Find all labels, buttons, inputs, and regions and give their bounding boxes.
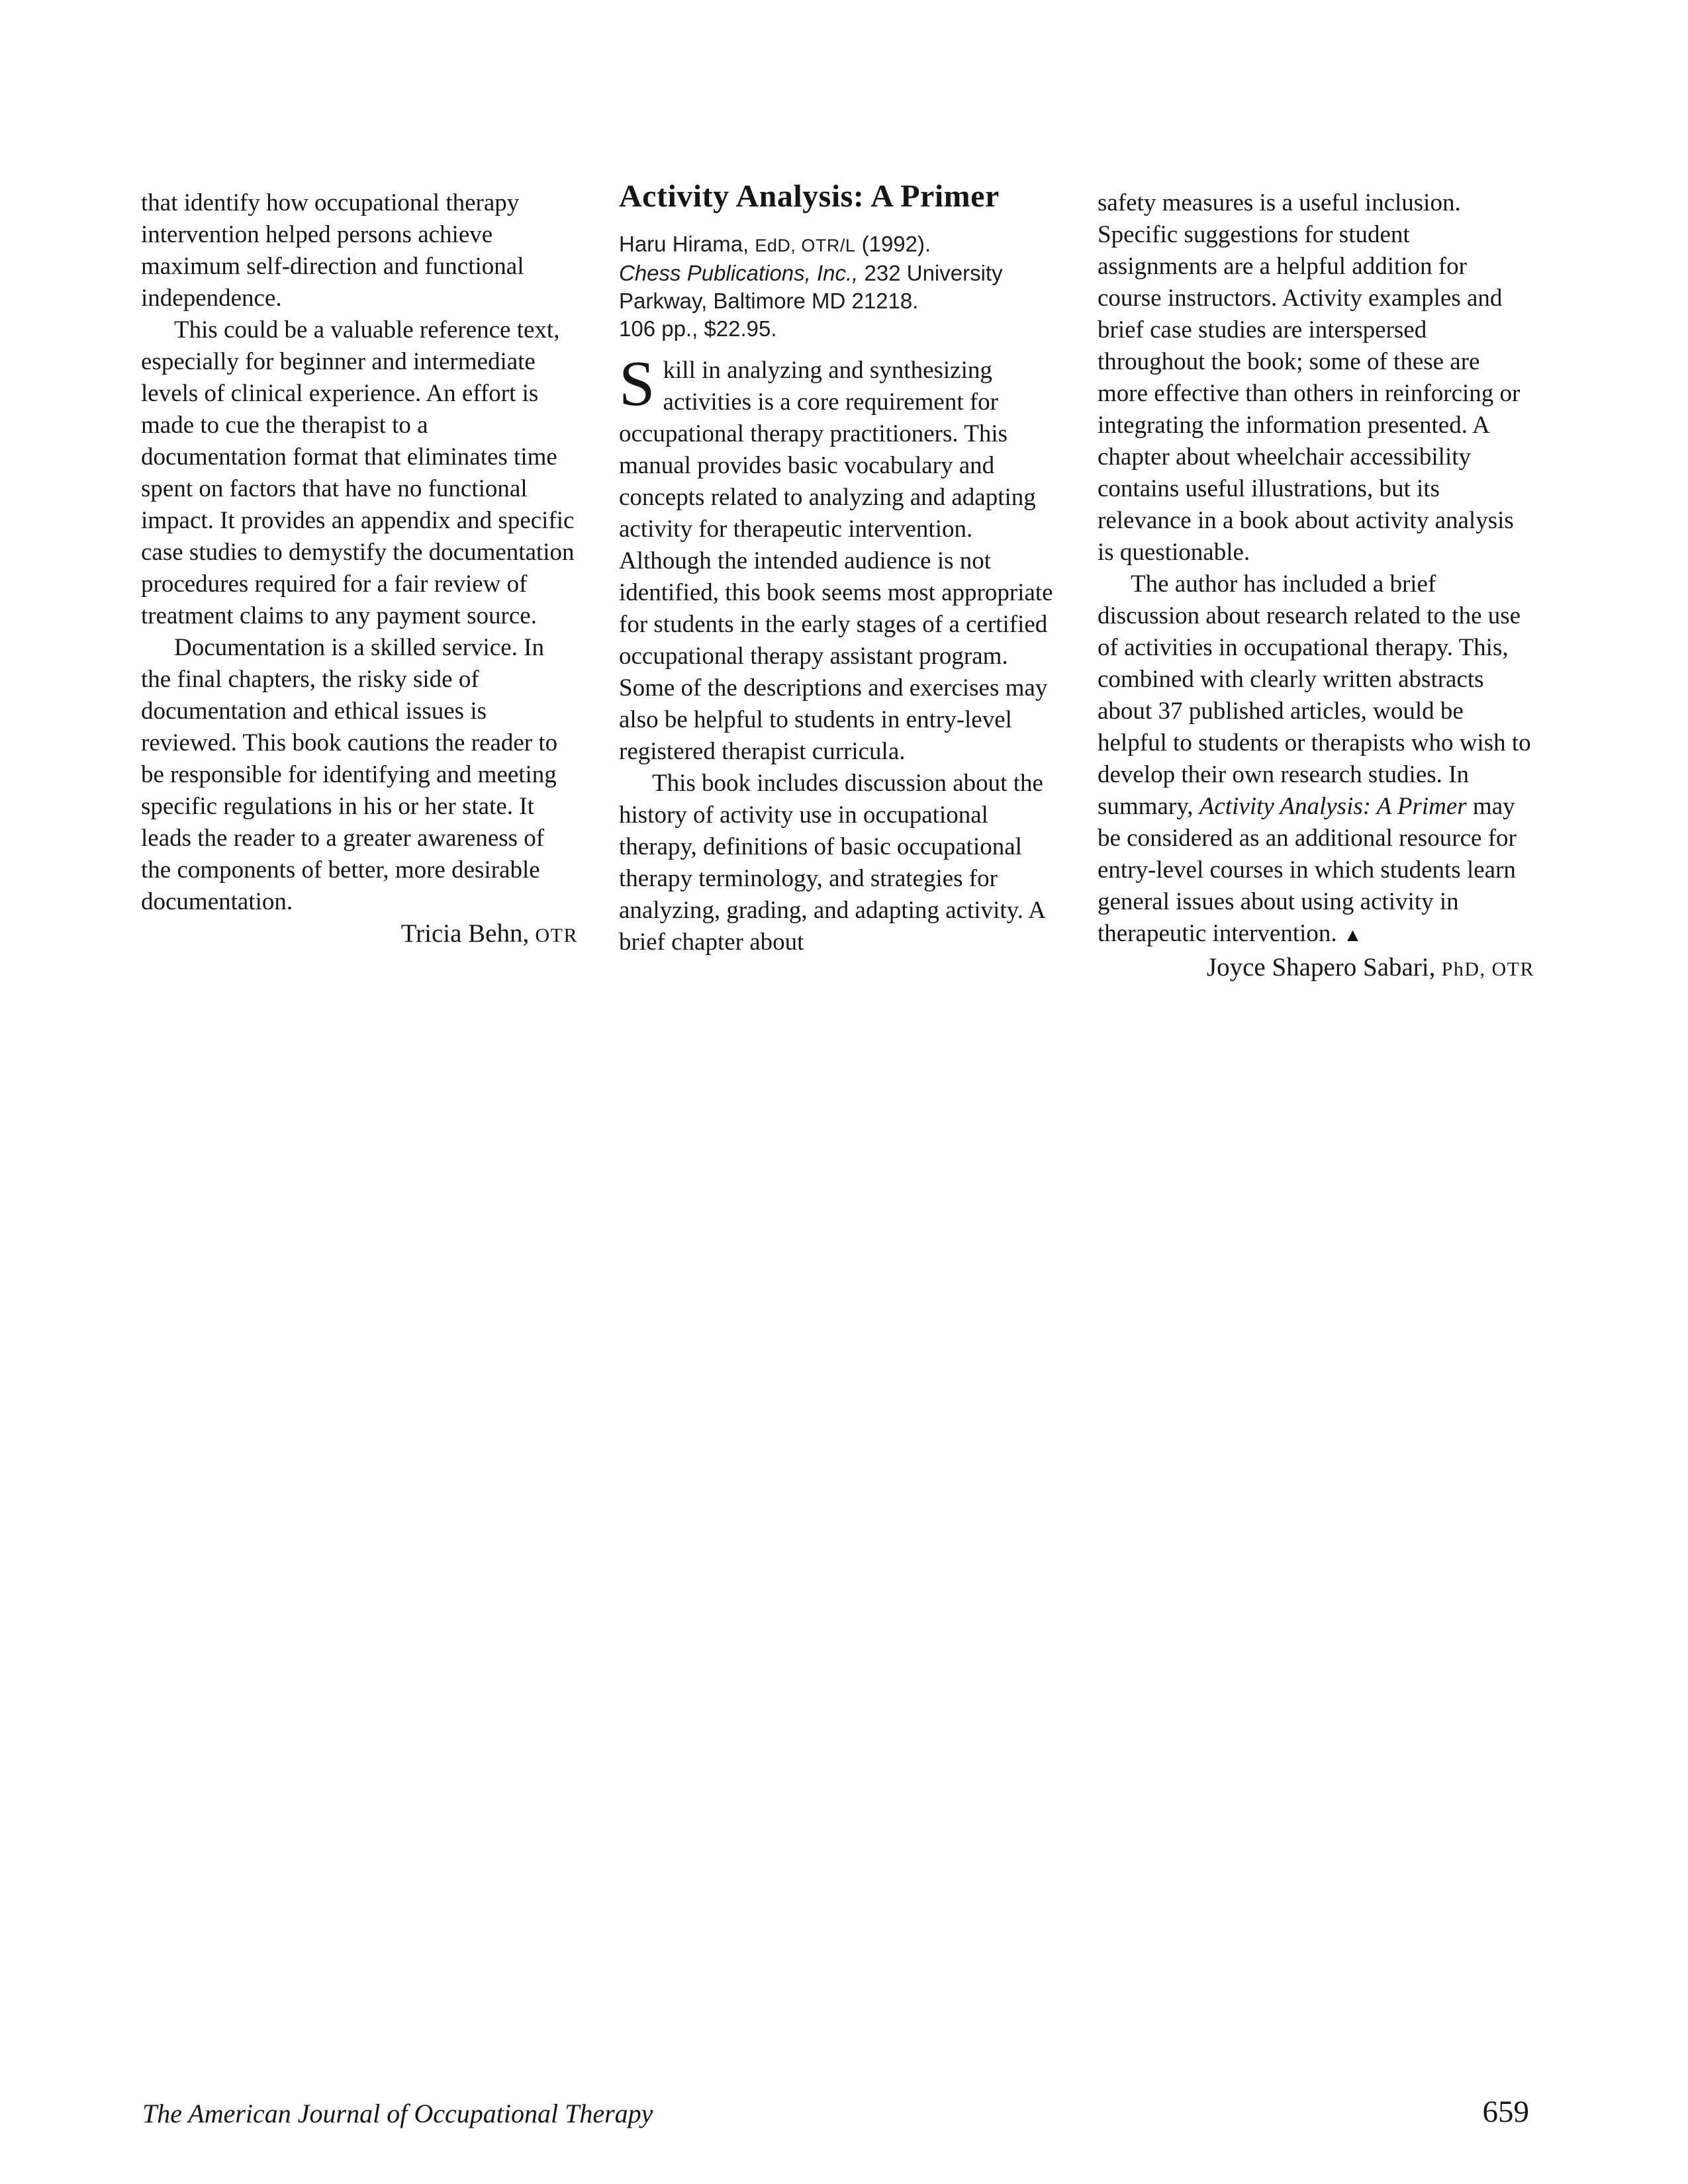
right-paragraph-2-text: The author has included a brief discussion about research related to the use of activities in occupational therapy. This, combined with clearly written abstracts about 37 published articles, would be helpful to students or therapists who wish to develop their own research studies. In summary, bbox=[1098, 570, 1531, 820]
drop-cap-letter: S bbox=[619, 348, 655, 420]
left-column bbox=[141, 187, 578, 952]
review-paragraph-1 bbox=[619, 348, 1056, 768]
citation-address: 232 University Parkway, Baltimore MD 21218. bbox=[619, 261, 1003, 313]
book-citation bbox=[619, 230, 1056, 343]
citation-author: Haru Hirama, bbox=[619, 232, 749, 256]
page-number: 659 bbox=[1482, 2095, 1529, 2129]
reviewer-name: Joyce Shapero Sabari, bbox=[1206, 953, 1436, 981]
citation-publisher: Chess Publications, Inc., bbox=[619, 261, 859, 285]
reviewer-credentials: OTR bbox=[535, 925, 578, 946]
citation-author-credentials: EdD, OTR/L bbox=[755, 236, 856, 255]
reviewer-signature-sabari bbox=[1098, 952, 1534, 985]
reviewer-name: Tricia Behn, bbox=[400, 919, 530, 948]
review-paragraph-2: This book includes discussion about the history of activity use in occupational therapy, definitions of basic occupational therapy terminology, and strategies for analyzing, grading, and adapting activity. A brief chapter about bbox=[619, 770, 1045, 956]
reviewer-signature-behn bbox=[141, 918, 578, 952]
end-of-article-triangle-icon: ▲ bbox=[1343, 925, 1362, 946]
reviewer-credentials: PhD, OTR bbox=[1441, 958, 1534, 980]
journal-name: The American Journal of Occupational Therapy bbox=[142, 2099, 653, 2128]
right-column bbox=[1098, 187, 1534, 985]
left-paragraph-continuation: that identify how occupational therapy intervention helped persons achieve maximum self-direction and functional independence. bbox=[141, 189, 524, 312]
citation-year: (1992). bbox=[861, 232, 931, 256]
right-paragraph-continuation: safety measures is a useful inclusion. Specific suggestions for student assignments are a helpful addition for course instructors. Activity examples and brief case studies are interspersed throughout the book; some of these are more effective than others in reinforcing or integrating the information presented. A chapter about wheelchair accessibility contains useful illustrations, but its relevance in a book about activity analysis is questionable. bbox=[1098, 189, 1521, 566]
book-title-heading: Activity Analysis: A Primer bbox=[619, 179, 1000, 214]
middle-column bbox=[619, 179, 1056, 958]
left-paragraph-3: Documentation is a skilled service. In the final chapters, the risky side of documentation and ethical issues is reviewed. This book cautions the reader to be responsible for identifying and meeting specific regulations in his or her state. It leads the reader to a greater awareness of the components of better, more desirable documentation. bbox=[141, 634, 558, 915]
citation-pages-price: 106 pp., $22.95. bbox=[619, 316, 777, 341]
book-title-inline: Activity Analysis: A Primer bbox=[1199, 793, 1467, 820]
right-paragraph-2 bbox=[1098, 569, 1534, 952]
review-paragraph-1-text: kill in analyzing and synthesizing activities is a core requirement for occupational therapy practitioners. This manual provides basic vocabulary and concepts related to analyzing and adapting activity for therapeutic intervention. Although the intended audience is not identified, this book seems most appropriate for students in the early stages of a certified occupational therapy assistant program. Some of the descriptions and exercises may also be helpful to students in entry-level registered therapist curricula. bbox=[619, 357, 1053, 765]
right-paragraph-2-text-end: may be considered as an additional resource for entry-level courses in which students learn general issues about using activity in therapeutic intervention. bbox=[1098, 793, 1517, 947]
left-paragraph-2: This could be a valuable reference text, especially for beginner and intermediate levels of clinical experience. An effort is made to cue the therapist to a documentation format that eliminates time spent on factors that have no functional impact. It provides an appendix and specific case studies to demystify the documentation procedures required for a fair review of treatment claims to any payment source. bbox=[141, 316, 575, 629]
